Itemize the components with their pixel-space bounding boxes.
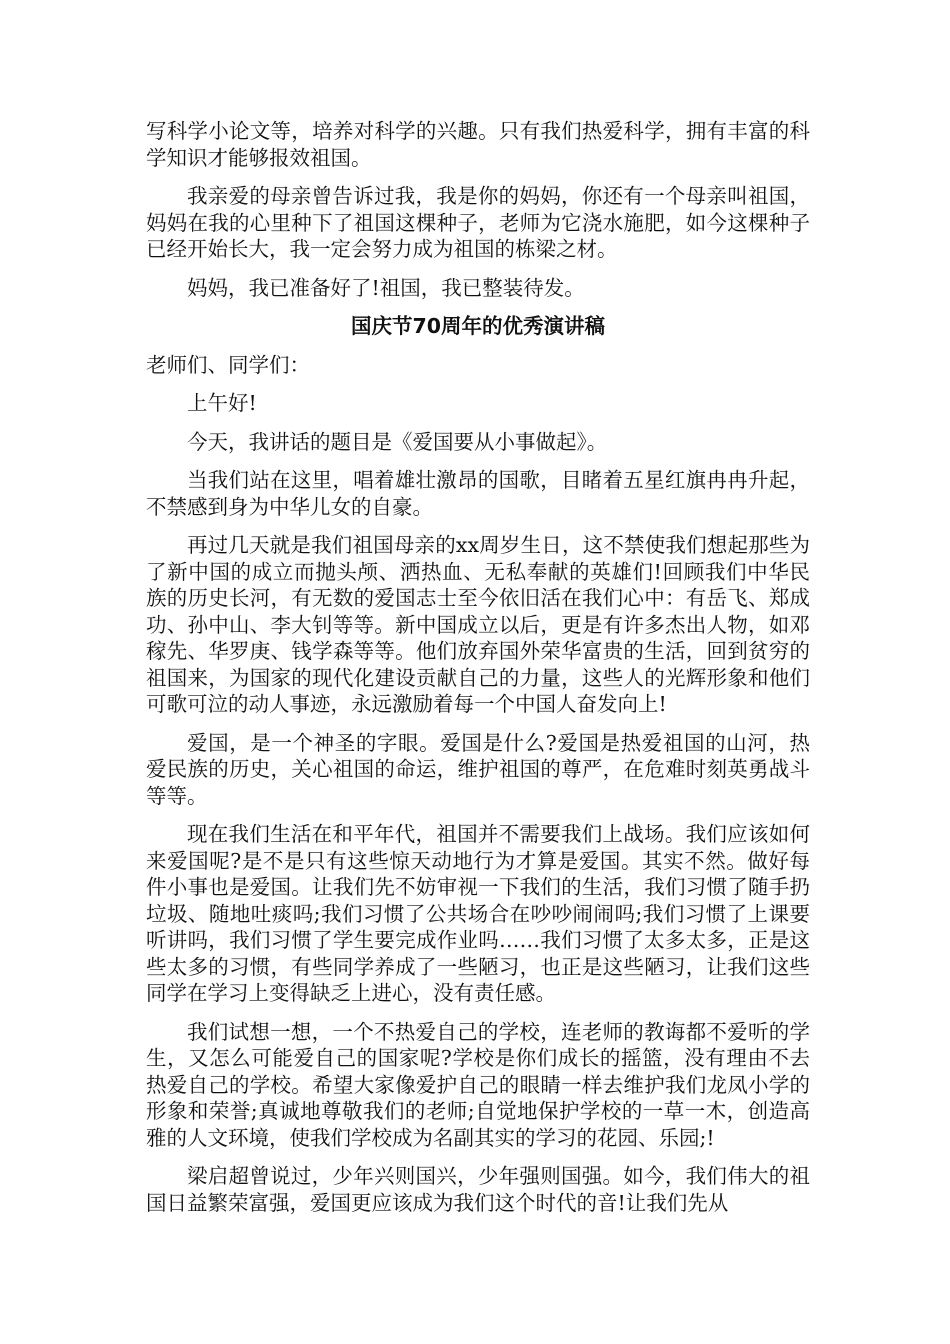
paragraph: 我们试想一想，一个不热爱自己的学校，连老师的教诲都不爱听的学生，又怎么可能爱自己的国家呢?学校是你们成长的摇篮，没有理由不去热爱自己的学校。希望大家像爱护自己的眼睛一样去维护我们龙凤小学的形象和荣誉;真诚地尊敬我们的老师;自觉地保护学校的一草一木，创造高雅的人文环境，使我们学校成为名副其实的学习的花园、乐园;! — [146, 1019, 810, 1150]
salutation: 老师们、同学们： — [146, 352, 310, 377]
paragraph: 再过几天就是我们祖国母亲的xx周岁生日，这不禁使我们想起那些为了新中国的成立而抛头颅、洒热血、无私奉献的英雄们!回顾我们中华民族的历史长河，有无数的爱国志士至今依旧活在我们心中：有岳飞、郑成功、孙中山、李大钊等等。新中国成立以后，更是有许多杰出人物，如邓稼先、华罗庚、钱学森等等。他们放弃国外荣华富贵的生活，回到贫穷的祖国来，为国家的现代化建设贡献自己的力量，这些人的光辉形象和他们可歌可泣的动人事迹，永远激励着每一个中国人奋发向上! — [146, 533, 810, 716]
paragraph: 我亲爱的母亲曾告诉过我，我是你的妈妈，你还有一个母亲叫祖国，妈妈在我的心里种下了祖国这棵种子，老师为它浇水施肥，如今这棵种子已经开始长大，我一定会努力成为祖国的栋梁之材。 — [146, 184, 810, 261]
paragraph: 现在我们生活在和平年代，祖国并不需要我们上战场。我们应该如何来爱国呢?是不是只有这些惊天动地行为才算是爱国。其实不然。做好每件小事也是爱国。让我们先不妨审视一下我们的生活，我们习惯了随手扔垃圾、随地吐痰吗;我们习惯了公共场合在吵吵闹闹吗;我们习惯了上课要听讲吗，我们习惯了学生要完成作业吗……我们习惯了太多太多，正是这些太多的习惯，有些同学养成了一些陋习，也正是这些陋习，让我们这些同学在学习上变得缺乏上进心，没有责任感。 — [146, 822, 810, 1005]
greeting: 上午好! — [187, 391, 257, 415]
speech-title: 国庆节70周年的优秀演讲稿 — [350, 314, 606, 338]
paragraph: 梁启超曾说过，少年兴则国兴，少年强则国强。如今，我们伟大的祖国日益繁荣富强，爱国更应该成为我们这个时代的音!让我们先从 — [146, 1164, 810, 1215]
paragraph: 爱国，是一个神圣的字眼。爱国是什么?爱国是热爱祖国的山河，热爱民族的历史，关心祖国的命运，维护祖国的尊严，在危难时刻英勇战斗等等。 — [146, 730, 810, 808]
document-page — [146, 118, 810, 1228]
paragraph: 今天，我讲话的题目是《爱国要从小事做起》。 — [187, 429, 608, 454]
paragraph: 当我们站在这里，唱着雄壮激昂的国歌，目睹着五星红旗冉冉升起，不禁感到身为中华儿女的自豪。 — [146, 468, 810, 519]
paragraph: 妈妈，我已准备好了!祖国，我已整装待发。 — [187, 275, 585, 300]
paragraph: 写科学小论文等，培养对科学的兴趣。只有我们热爱科学，拥有丰富的科学知识才能够报效祖国。 — [146, 119, 810, 170]
